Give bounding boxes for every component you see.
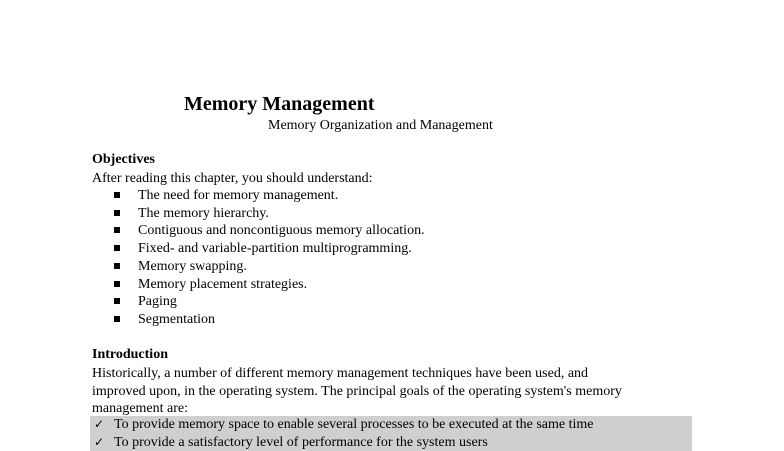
bullet-icon	[114, 298, 120, 304]
bullet-icon	[114, 245, 120, 251]
checkmark-icon: ✓	[94, 434, 104, 451]
list-item: Segmentation	[114, 311, 425, 329]
introduction-line-2: improved upon, in the operating system. The principal goals of the operating system's memory	[92, 383, 622, 401]
list-item: Contiguous and noncontiguous memory allocation.	[114, 222, 425, 240]
introduction-heading: Introduction	[92, 347, 168, 363]
list-item: Paging	[114, 293, 425, 311]
document-title: Memory Management	[184, 93, 375, 116]
checkmark-icon: ✓	[94, 416, 104, 434]
list-item: The memory hierarchy.	[114, 205, 425, 223]
objectives-intro: After reading this chapter, you should understand:	[92, 170, 373, 188]
goals-list	[90, 416, 692, 451]
document-subtitle: Memory Organization and Management	[268, 118, 493, 134]
list-item: The need for memory management.	[114, 187, 425, 205]
bullet-icon	[114, 263, 120, 269]
introduction-line-3: management are:	[92, 400, 188, 418]
bullet-icon	[114, 227, 120, 233]
bullet-icon	[114, 210, 120, 216]
list-item: ✓ To provide memory space to enable several processes to be executed at the same time	[90, 416, 692, 434]
objectives-heading: Objectives	[92, 152, 155, 168]
list-item: ✓ To provide a satisfactory level of performance for the system users	[90, 434, 692, 451]
bullet-icon	[114, 316, 120, 322]
list-item: Memory placement strategies.	[114, 276, 425, 294]
list-item: Fixed- and variable-partition multiprogramming.	[114, 240, 425, 258]
list-item: Memory swapping.	[114, 258, 425, 276]
bullet-icon	[114, 192, 120, 198]
bullet-icon	[114, 281, 120, 287]
objectives-list	[114, 187, 425, 329]
introduction-line-1: Historically, a number of different memory management techniques have been used, and	[92, 365, 588, 383]
